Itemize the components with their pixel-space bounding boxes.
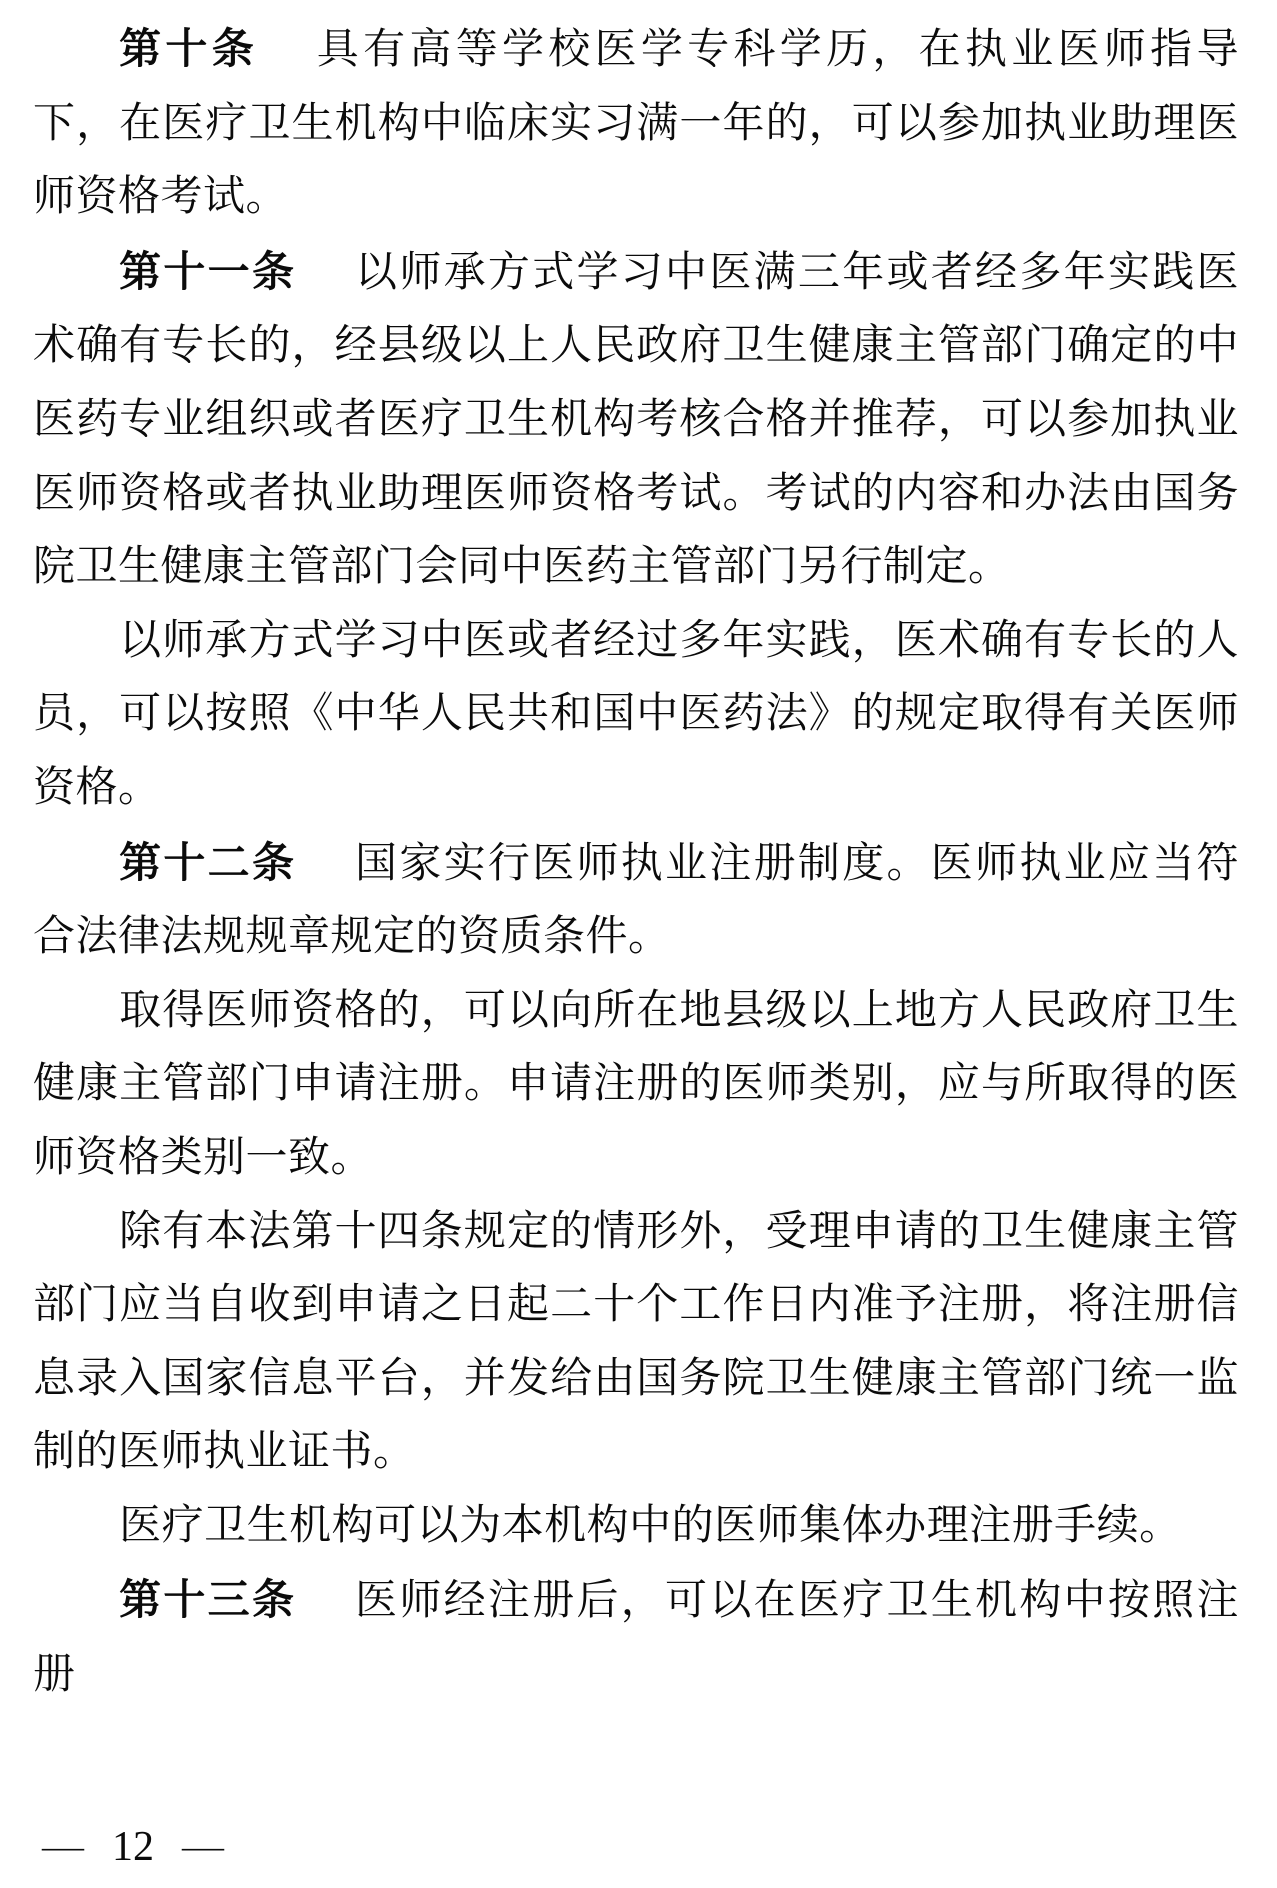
paragraph-article-12-clause-2 [33,975,1239,1196]
paragraph-text: 以师承方式学习中医或者经过多年实践，医术确有专长的人员，可以按照《中华人民共和国中医药法》的规定取得有关医师资格。 [33,617,1239,811]
paragraph-article-12-clause-4 [33,1490,1239,1564]
paragraph-text: 以师承方式学习中医满三年或者经多年实践医术确有专长的，经县级以上人民政府卫生健康主管部门确定的中医药专业组织或者医疗卫生机构考核合格并推荐，可以参加执业医师资格或者执业助理医师资格考试。考试的内容和办法由国务院卫生健康主管部门会同中医药主管部门另行制定。 [33,249,1239,591]
paragraph-text: 国家实行医师执业注册制度。医师执业应当符合法律法规规章规定的资质条件。 [33,840,1239,961]
article-number: 第十三条 [119,1576,297,1624]
paragraph-article-12 [33,826,1239,975]
article-number: 第十一条 [119,247,297,295]
footer-dash-right: — [182,1828,224,1866]
article-number: 第十条 [119,25,258,72]
document-body [33,12,1239,1713]
paragraph-article-11 [33,235,1239,605]
footer-dash-left: — [42,1828,84,1866]
paragraph-article-12-clause-3 [33,1196,1239,1490]
paragraph-text: 具有高等学校医学专科学历，在执业医师指导下，在医疗卫生机构中临床实习满一年的，可以参加执业助理医师资格考试。 [33,27,1239,221]
paragraph-article-13 [33,1563,1239,1712]
paragraph-text: 医师经注册后，可以在医疗卫生机构中按照注册 [33,1578,1239,1699]
page-number: 12 [112,1824,154,1870]
paragraph-text: 取得医师资格的，可以向所在地县级以上地方人民政府卫生健康主管部门申请注册。申请注册的医师类别，应与所取得的医师资格类别一致。 [33,987,1239,1181]
paragraph-article-10 [33,12,1239,235]
paragraph-text: 除有本法第十四条规定的情形外，受理申请的卫生健康主管部门应当自收到申请之日起二十个工作日内准予注册，将注册信息录入国家信息平台，并发给由国务院卫生健康主管部门统一监制的医师执业证书。 [33,1208,1239,1476]
page-footer [42,1826,224,1868]
paragraph-article-11-clause-2 [33,605,1239,826]
article-number: 第十二条 [119,838,297,886]
paragraph-text: 医疗卫生机构可以为本机构中的医师集体办理注册手续。 [119,1502,1182,1549]
